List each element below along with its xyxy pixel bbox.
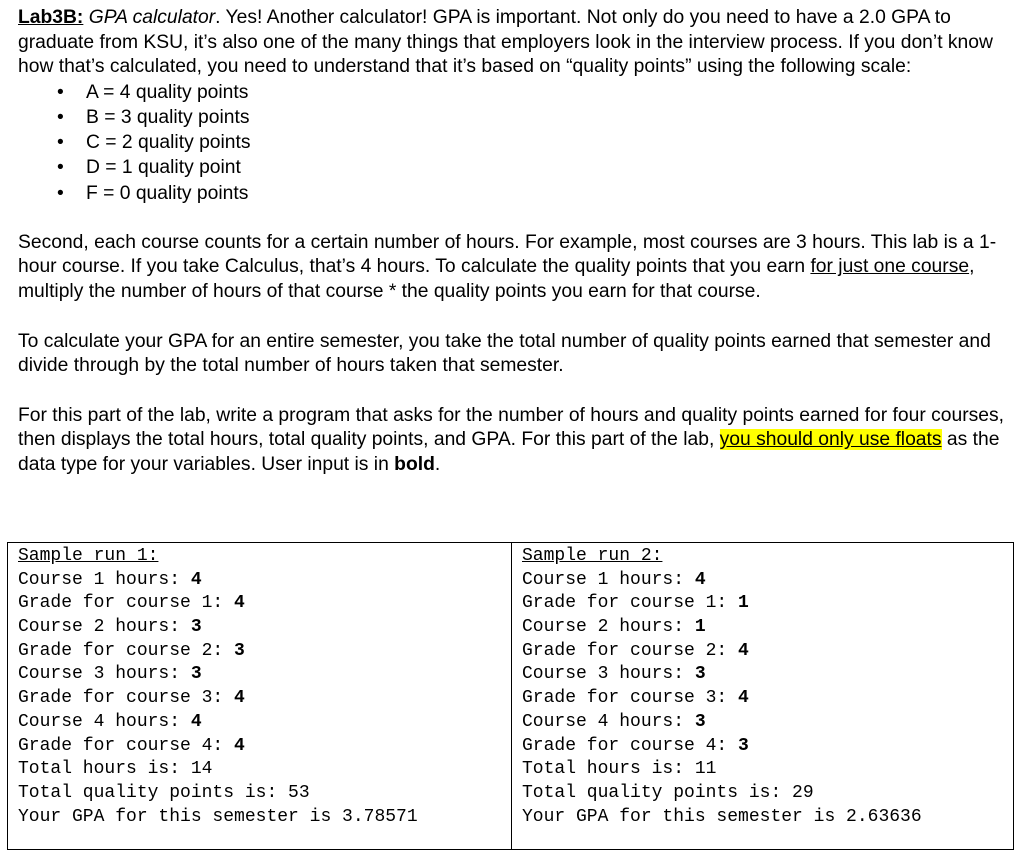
sample-run-heading: Sample run 1: [18, 546, 159, 566]
prompt-label: Course 3 hours: [522, 664, 695, 685]
bullet-icon: • [57, 182, 64, 204]
semester-paragraph: To calculate your GPA for an entire semester, you take the total number of quality points earned that semester and divide through by the total number of hours taken that semester. [18, 330, 991, 377]
output-line: Total hours is: 14 [18, 759, 213, 780]
prompt-label: Course 1 hours: [18, 569, 191, 590]
task-paragraph: For this part of the lab, write a program that asks for the number of hours and quality points earned for four courses, then displays the total hours, total quality points, and GPA. For this part of the lab, you should only use floats as the data type for your variables. User input is in bold. [18, 404, 1004, 475]
user-input-value: 3 [190, 617, 202, 638]
paragraph-gap [18, 379, 1008, 404]
quality-points-scale [18, 80, 1008, 206]
prompt-line [18, 687, 511, 711]
user-input-value: 4 [738, 688, 749, 709]
user-input-value: 3 [234, 640, 245, 661]
user-input-value: 1 [738, 593, 749, 614]
sample-runs-table [7, 542, 1014, 850]
prompt-line [522, 640, 1013, 664]
bullet-icon: • [57, 132, 64, 154]
document-body [18, 6, 1008, 477]
prompt-label: Course 3 hours: [18, 664, 191, 685]
sample-run-1 [8, 543, 511, 849]
scale-item: • A = 4 quality points [18, 80, 1008, 105]
bullet-icon: • [57, 81, 64, 103]
bold-word: bold [394, 453, 435, 475]
prompt-label: Grade for course 4: [522, 735, 739, 756]
output-line: Total hours is: 11 [522, 759, 717, 780]
prompt-label: Grade for course 4: [18, 735, 235, 756]
output-line: Your GPA for this semester is 2.63636 [522, 806, 922, 827]
output-line: Total quality points is: 29 [522, 782, 814, 803]
prompt-line [522, 569, 1013, 593]
user-input-value: 3 [190, 664, 202, 685]
user-input-value: 3 [694, 711, 706, 732]
paragraph-gap [18, 206, 1008, 231]
intro-paragraph [18, 6, 1008, 80]
prompt-label: Grade for course 1: [18, 593, 235, 614]
scale-item: • C = 2 quality points [18, 130, 1008, 155]
prompt-line [522, 592, 1013, 616]
sample-run-heading: Sample run 2: [522, 546, 663, 566]
prompt-line [18, 569, 511, 593]
prompt-label: Grade for course 3: [18, 688, 235, 709]
prompt-line [522, 663, 1013, 687]
prompt-line [18, 616, 511, 640]
user-input-value: 4 [738, 640, 749, 661]
user-input-value: 4 [234, 593, 245, 614]
user-input-value: 4 [234, 688, 245, 709]
prompt-label: Grade for course 3: [522, 688, 739, 709]
prompt-line [522, 711, 1013, 735]
prompt-line [18, 640, 511, 664]
user-input-value: 4 [190, 569, 202, 590]
prompt-label: Course 2 hours: [18, 617, 191, 638]
underlined-phrase: for just one course [810, 256, 970, 278]
bullet-icon: • [57, 106, 64, 128]
highlighted-phrase: you should only use floats [719, 429, 942, 451]
user-input-value: 4 [190, 711, 202, 732]
scale-item: • F = 0 quality points [18, 181, 1008, 206]
prompt-line [522, 735, 1013, 759]
intro-text: . Yes! Another calculator! GPA is important. Not only do you need to have a 2.0 GPA to graduate from KSU, it’s also one of the many things that employers look in the interview process. If you don’t know how that’s calculated, you need to understand that it’s based on “quality points” using the following scale: [18, 7, 993, 78]
prompt-label: Course 2 hours: [522, 617, 695, 638]
user-input-value: 4 [694, 569, 706, 590]
prompt-label: Course 1 hours: [522, 569, 695, 590]
prompt-label: Grade for course 2: [522, 640, 739, 661]
prompt-line [522, 687, 1013, 711]
prompt-line [18, 735, 511, 759]
bullet-icon: • [57, 157, 64, 179]
prompt-line [18, 663, 511, 687]
prompt-line [18, 592, 511, 616]
scale-item: • D = 1 quality point [18, 155, 1008, 180]
prompt-label: Course 4 hours: [18, 711, 191, 732]
hours-paragraph: Second, each course counts for a certain number of hours. For example, most courses are 3 hours. This lab is a 1-hour course. If you take Calculus, that’s 4 hours. To calculate the quality points that you earn for just one course, multiply the number of hours of that course * the quality points you earn for that course. [18, 231, 997, 302]
user-input-value: 4 [234, 735, 245, 756]
user-input-value: 1 [694, 617, 706, 638]
prompt-line [522, 616, 1013, 640]
output-line: Total quality points is: 53 [18, 782, 310, 803]
sample-run-2 [511, 543, 1013, 849]
paragraph-gap [18, 305, 1008, 330]
user-input-value: 3 [738, 735, 749, 756]
lab-title-italic: GPA calculator [88, 7, 216, 28]
user-input-value: 3 [694, 664, 706, 685]
prompt-label: Course 4 hours: [522, 711, 695, 732]
scale-item: • B = 3 quality points [18, 105, 1008, 130]
prompt-label: Grade for course 2: [18, 640, 235, 661]
lab-title-label: Lab3B: [18, 7, 84, 28]
prompt-label: Grade for course 1: [522, 593, 739, 614]
prompt-line [18, 711, 511, 735]
output-line: Your GPA for this semester is 3.78571 [18, 806, 418, 827]
